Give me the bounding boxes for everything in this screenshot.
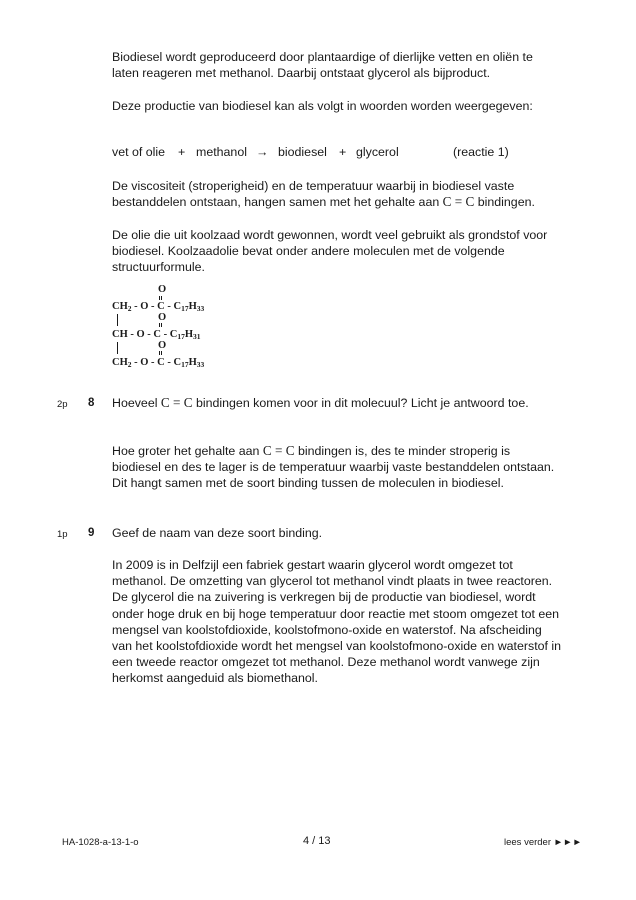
question-9-points: 1p bbox=[57, 529, 68, 540]
double-bond-mark bbox=[159, 323, 162, 327]
question-9-text: Geef de naam van deze soort binding. bbox=[112, 526, 323, 540]
exam-code: HA-1028-a-13-1-o bbox=[62, 837, 139, 848]
carbonyl-oxygen: O bbox=[158, 340, 167, 351]
viscosity-paragraph: De viscositeit (stroperigheid) en de temperatuur waarbij in biodiesel vaste bestanddelen ontstaan, hangen samen met het gehalte aan C = C bindingen. bbox=[112, 179, 535, 210]
product-biodiesel: biodiesel bbox=[278, 145, 327, 159]
carbonyl-oxygen: O bbox=[158, 284, 167, 295]
formula-row-2: CH - O - C - $C_{17}H_{31}$ bbox=[112, 329, 201, 341]
cc-double-bond: C = C bbox=[262, 443, 295, 458]
double-bond-mark bbox=[159, 296, 162, 300]
structural-formula bbox=[112, 283, 252, 378]
cc-double-bond: C = C bbox=[442, 194, 475, 210]
reaction-intro-paragraph: Deze productie van biodiesel kan als volgt in woorden worden weergegeven: bbox=[112, 99, 533, 113]
question-8-points: 2p bbox=[57, 399, 68, 410]
backbone-bond bbox=[117, 342, 118, 354]
reaction-arrow: → bbox=[256, 145, 269, 159]
formula-row-3: $CH_2$ - O - C - $C_{17}H_{33}$ bbox=[112, 357, 205, 369]
continue-label: lees verder ►►► bbox=[504, 837, 582, 848]
delfzijl-paragraph: In 2009 is in Delfzijl een fabriek gestart waarin glycerol wordt omgezet tot methanol. De omzetting van glycerol tot methanol vindt plaats in twee reactoren. De glycerol die na zuivering is verkregen bij de productie van biodiesel, wordt onder hoge druk en bij hoge temperatuur door reactie met stoom omgezet tot een mengsel van koolstofdioxide, koolstofmono-oxide en waterstof. Na afscheiding van het koolstofdioxide wordt het mengsel van koolstofmono-oxide en waterstof in een tweede reactor omgezet tot methanol. Deze methanol wordt vanwege zijn herkomst aangeduid als biomethanol. bbox=[112, 558, 562, 686]
rapeseed-paragraph: De olie die uit koolzaad wordt gewonnen, wordt veel gebruikt als grondstof voor biodiesel. Koolzaadolie bevat onder andere moleculen met de volgende structuurformule. bbox=[112, 228, 548, 275]
plus-sign: + bbox=[339, 145, 347, 159]
formula-row-1: $CH_2$ - O - C - $C_{17}H_{33}$ bbox=[112, 301, 205, 313]
reactant-fat: vet of olie bbox=[112, 145, 166, 159]
reactant-methanol: methanol bbox=[196, 145, 247, 159]
plus-sign: + bbox=[178, 145, 186, 159]
reaction-label: (reactie 1) bbox=[453, 145, 509, 159]
question-8-text: Hoeveel C = C bindingen komen voor in dit molecuul? Licht je antwoord toe. bbox=[112, 395, 529, 410]
page-number: 4 / 13 bbox=[303, 835, 331, 847]
cc-double-bond: C = C bbox=[160, 395, 193, 410]
double-bond-mark bbox=[159, 351, 162, 355]
question-9-number: 9 bbox=[88, 527, 95, 539]
reaction-1-equation bbox=[112, 145, 572, 161]
backbone-bond bbox=[117, 314, 118, 326]
context-paragraph: Hoe groter het gehalte aan C = C bindingen is, des te minder stroperig is biodiesel en des te lager is de temperatuur waarbij vaste bestanddelen ontstaan. Dit hangt samen met de soort binding tussen de moleculen in biodiesel. bbox=[112, 443, 555, 491]
question-8-number: 8 bbox=[88, 397, 95, 409]
intro-paragraph: Biodiesel wordt geproduceerd door plantaardige of dierlijke vetten en oliën te laten reageren met methanol. Daarbij ontstaat glycerol als bijproduct. bbox=[112, 50, 533, 81]
product-glycerol: glycerol bbox=[356, 145, 399, 159]
carbonyl-oxygen: O bbox=[158, 312, 167, 323]
